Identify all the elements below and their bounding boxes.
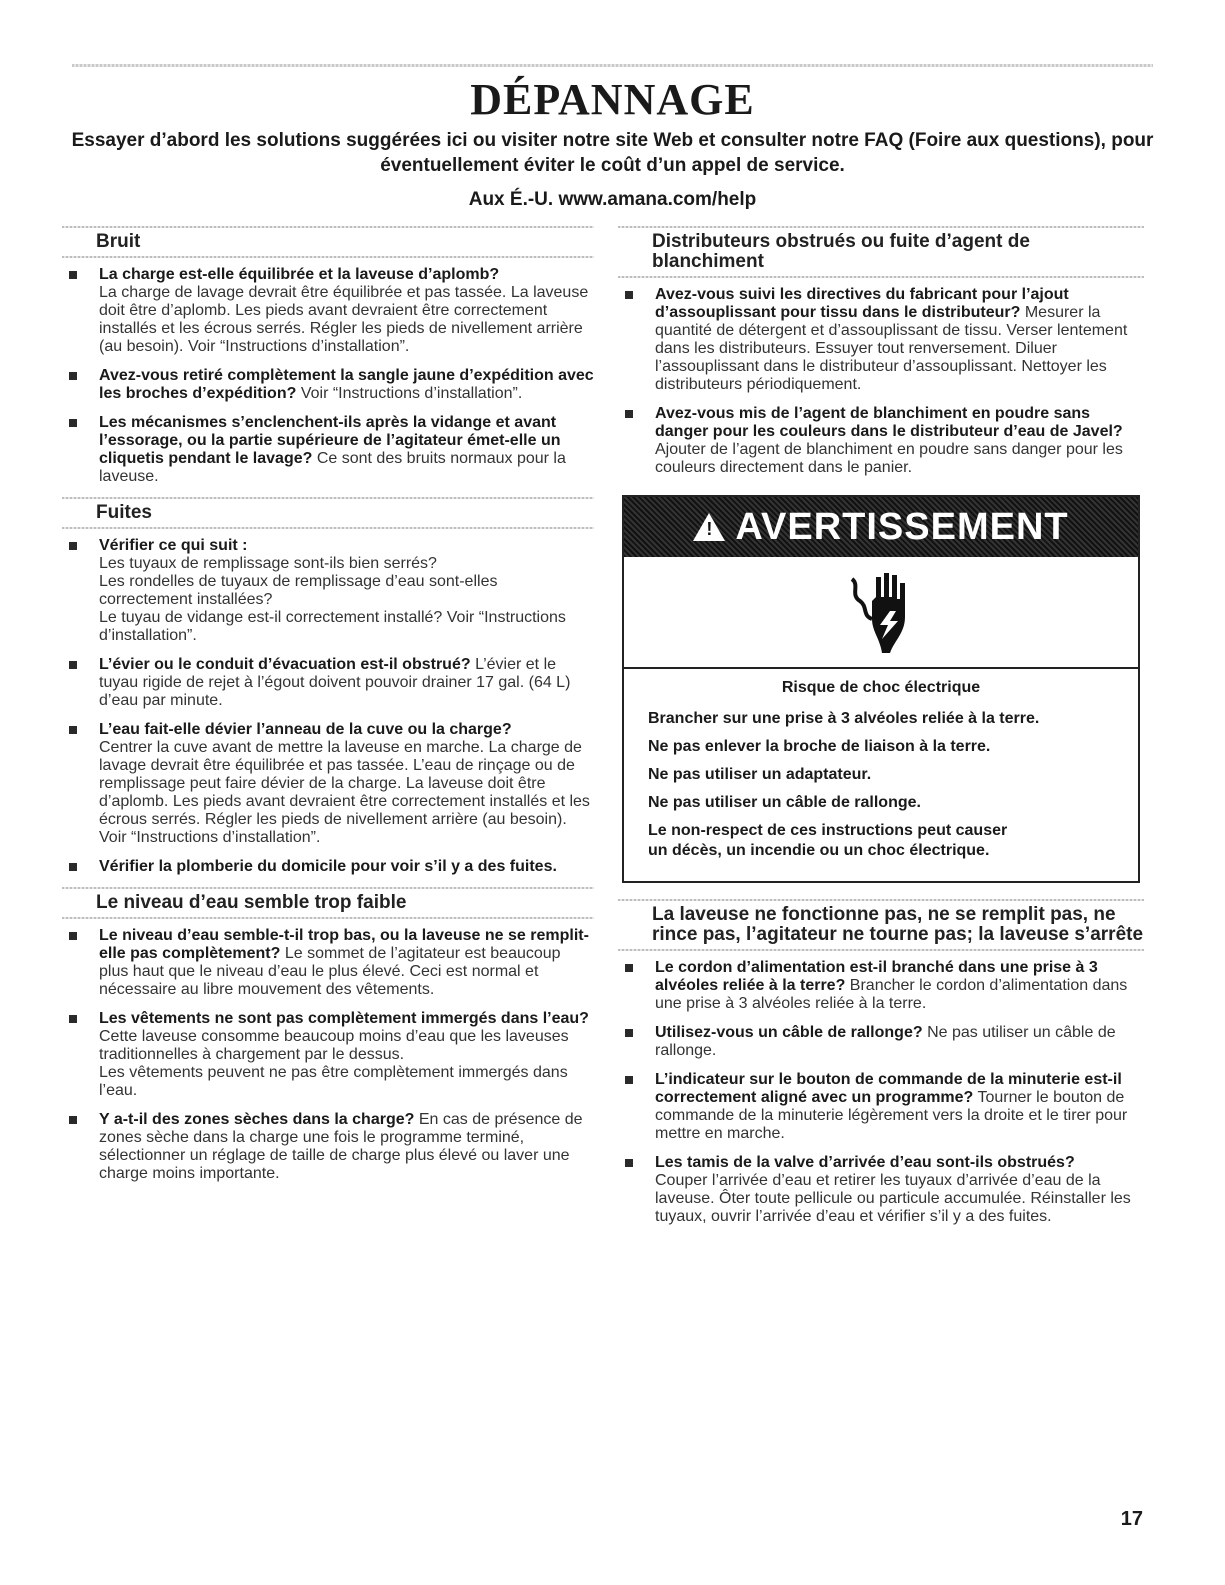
bullet-icon (625, 1029, 633, 1037)
answer: Ne pas utiliser un câble de rallonge. (655, 1024, 1116, 1059)
answer: Les tuyaux de remplissage sont-ils bien serrés? Les rondelles de tuyaux de remplissage d’eau sont-elles correctement installées? Le tuyau de vidange est-il correctement installé? Voir “Instructions d’installation”. (99, 555, 566, 644)
bullet-icon (69, 1116, 77, 1124)
answer: Ajouter de l’agent de blanchiment en poudre sans danger pour les couleurs directement dans le panier. (655, 441, 1123, 476)
section-header (62, 226, 594, 258)
item-list (62, 927, 594, 1183)
section-header (618, 899, 1144, 951)
section-title: Fuites (96, 502, 152, 523)
list-item (62, 721, 594, 847)
warning-line: Ne pas enlever la broche de liaison à la terre. (648, 738, 991, 755)
question: Avez-vous suivi les directives du fabricant pour l’ajout d’assouplissant pour tissu dans le distributeur? (655, 286, 1069, 321)
section-title: Bruit (96, 231, 141, 252)
answer: Cette laveuse consomme beaucoup moins d’eau que les laveuses traditionnelles à chargement par le dessus. Les vêtements peuvent ne pas être complètement immergés dans l’eau. (99, 1028, 569, 1099)
list-item (618, 405, 1144, 477)
shock-icon-area (624, 557, 1138, 669)
bullet-icon (625, 964, 633, 972)
list-item (62, 537, 594, 645)
bullet-icon (69, 932, 77, 940)
section-bruit (62, 226, 594, 486)
item-list (618, 286, 1144, 477)
list-item (62, 266, 594, 356)
page-number: 17 (1120, 1508, 1143, 1530)
warning-box (622, 495, 1140, 883)
item-list (62, 537, 594, 876)
bullet-icon (69, 542, 77, 550)
bullet-icon (625, 1076, 633, 1084)
warning-heading: AVERTISSEMENT (735, 505, 1069, 548)
list-item (618, 959, 1144, 1013)
electric-shock-hand-icon (846, 567, 916, 657)
list-item (62, 858, 594, 876)
list-item (62, 1010, 594, 1100)
list-item (618, 1024, 1144, 1060)
question: Les mécanismes s’enclenchent-ils après la vidange et avant l’essorage, ou la partie supérieure de l’agitateur émet-elle un cliquetis pendant le lavage? (99, 414, 561, 467)
list-item (62, 1111, 594, 1183)
question: Avez-vous retiré complètement la sangle jaune d’expédition avec les broches d’expédition? (99, 367, 594, 402)
page-title: DÉPANNAGE (470, 75, 755, 124)
section-distributeurs (618, 226, 1144, 477)
intro-text: Essayer d’abord les solutions suggérées ici ou visiter notre site Web et consulter notre FAQ (Foire aux questions), pour éventuellement éviter le coût d’un appel de service. (71, 130, 1154, 176)
answer: Tourner le bouton de commande de la minuterie légèrement vers la droite et le tirer pour mettre en marche. (655, 1089, 1128, 1142)
warning-body (624, 669, 1138, 881)
website-line: Aux É.-U. www.amana.com/help (468, 189, 757, 210)
question: Y a-t-il des zones sèches dans la charge? (99, 1111, 415, 1128)
bullet-icon (69, 661, 77, 669)
list-item (618, 1154, 1144, 1226)
bullet-icon (69, 372, 77, 380)
question: La charge est-elle équilibrée et la laveuse d’aplomb? (99, 266, 500, 283)
bullet-icon (625, 410, 633, 418)
section-fuites (62, 497, 594, 876)
bullet-icon (625, 1159, 633, 1167)
question: Le cordon d’alimentation est-il branché dans une prise à 3 alvéoles reliée à la terre? (655, 959, 1098, 994)
right-column (618, 226, 1144, 1237)
question: L’évier ou le conduit d’évacuation est-il obstrué? (99, 656, 471, 673)
bullet-icon (69, 726, 77, 734)
bullet-icon (69, 863, 77, 871)
warning-line: Brancher sur une prise à 3 alvéoles reliée à la terre. (648, 710, 1040, 727)
bullet-icon (69, 271, 77, 279)
warning-header (624, 497, 1138, 557)
question: Les vêtements ne sont pas complètement immergés dans l’eau? (99, 1010, 589, 1027)
list-item (62, 367, 594, 403)
answer: Centrer la cuve avant de mettre la laveuse en marche. La charge de lavage devrait être équilibrée et pas tassée. L’eau de rinçage ou de remplissage peut faire dévier de la charge. La laveuse doit être d’aplomb. Les pieds avant devraient être correctement installés et les écrous serrés. Régler les pieds de nivellement arrière (au besoin). Voir “Instructions d’installation”. (99, 739, 590, 846)
section-title: Le niveau d’eau semble trop faible (96, 892, 407, 913)
answer: En cas de présence de zones sèche dans la charge une fois le programme terminé, sélectionner un réglage de taille de charge plus élevé ou laver une charge moins importante. (99, 1111, 583, 1182)
warning-line: Ne pas utiliser un adaptateur. (648, 766, 872, 783)
list-item (62, 414, 594, 486)
warning-subtitle: Risque de choc électrique (781, 679, 981, 696)
list-item (618, 1071, 1144, 1143)
answer: Voir “Instructions d’installation”. (300, 385, 523, 402)
section-header (618, 226, 1144, 278)
item-list (62, 266, 594, 486)
question: Vérifier ce qui suit : (99, 537, 248, 554)
answer: Brancher le cordon d’alimentation dans une prise à 3 alvéoles reliée à la terre. (655, 977, 1128, 1012)
section-header (62, 497, 594, 529)
warning-line: Ne pas utiliser un câble de rallonge. (648, 794, 921, 811)
section-fonctionne (618, 899, 1144, 1226)
section-title: Distributeurs obstrués ou fuite d’agent de blanchiment (652, 231, 1030, 272)
section-header (62, 887, 594, 919)
question: Avez-vous mis de l’agent de blanchiment en poudre sans danger pour les couleurs dans le distributeur d’eau de Javel? (655, 405, 1123, 440)
answer: La charge de lavage devrait être équilibrée et pas tassée. La laveuse doit être d’aplomb. Les pieds avant devraient être correctement installés et les écrous serrés. Régler les pieds de nivellement arrière (au besoin). Voir “Instructions d’installation”. (99, 284, 589, 355)
question: Les tamis de la valve d’arrivée d’eau sont-ils obstrués? (655, 1154, 1075, 1171)
left-column (62, 226, 594, 1194)
bullet-icon (625, 291, 633, 299)
question: Vérifier la plomberie du domicile pour voir s’il y a des fuites. (99, 858, 557, 875)
top-rule (72, 64, 1153, 67)
list-item (62, 927, 594, 999)
answer: L’évier et le tuyau rigide de rejet à l’égout doivent pouvoir drainer 17 gal. (64 L) d’eau par minute. (99, 656, 571, 709)
bullet-icon (69, 419, 77, 427)
warning-line: Le non-respect de ces instructions peut causer un décès, un incendie ou un choc électrique. (648, 822, 1008, 859)
question: L’eau fait-elle dévier l’anneau de la cuve ou la charge? (99, 721, 512, 738)
section-title: La laveuse ne fonctionne pas, ne se remplit pas, ne rince pas, l’agitateur ne tourne pas; la laveuse s’arrête (652, 904, 1144, 945)
item-list (618, 959, 1144, 1226)
question: Utilisez-vous un câble de rallonge? (655, 1024, 923, 1041)
question: Le niveau d’eau semble-t-il trop bas, ou la laveuse ne se remplit-elle pas complètement? (99, 927, 589, 962)
bullet-icon (69, 1015, 77, 1023)
answer: Ce sont des bruits normaux pour la laveuse. (99, 450, 566, 485)
warning-triangle-icon (693, 513, 725, 541)
list-item (618, 286, 1144, 394)
question: L’indicateur sur le bouton de commande de la minuterie est-il correctement aligné avec un programme? (655, 1071, 1122, 1106)
list-item (62, 656, 594, 710)
section-niveau (62, 887, 594, 1183)
answer: Couper l’arrivée d’eau et retirer les tuyaux d’arrivée d’eau de la laveuse. Ôter toute pellicule ou particule accumulée. Réinstaller les tuyaux, ouvrir l’arrivée d’eau et vérifier s’il y a des fuites. (655, 1172, 1131, 1225)
answer: Mesurer la quantité de détergent et d’assouplissant de tissu. Verser lentement dans les distributeurs. Essuyer tout renversement. Diluer l’assouplissant dans le distributeur d’assouplissant. Nettoyer les distributeurs périodiquement. (655, 304, 1128, 393)
answer: Le sommet de l’agitateur est beaucoup plus haut que le niveau d’eau le plus élevé. Ceci est normal et nécessaire au libre mouvement des vêtements. (99, 945, 561, 998)
